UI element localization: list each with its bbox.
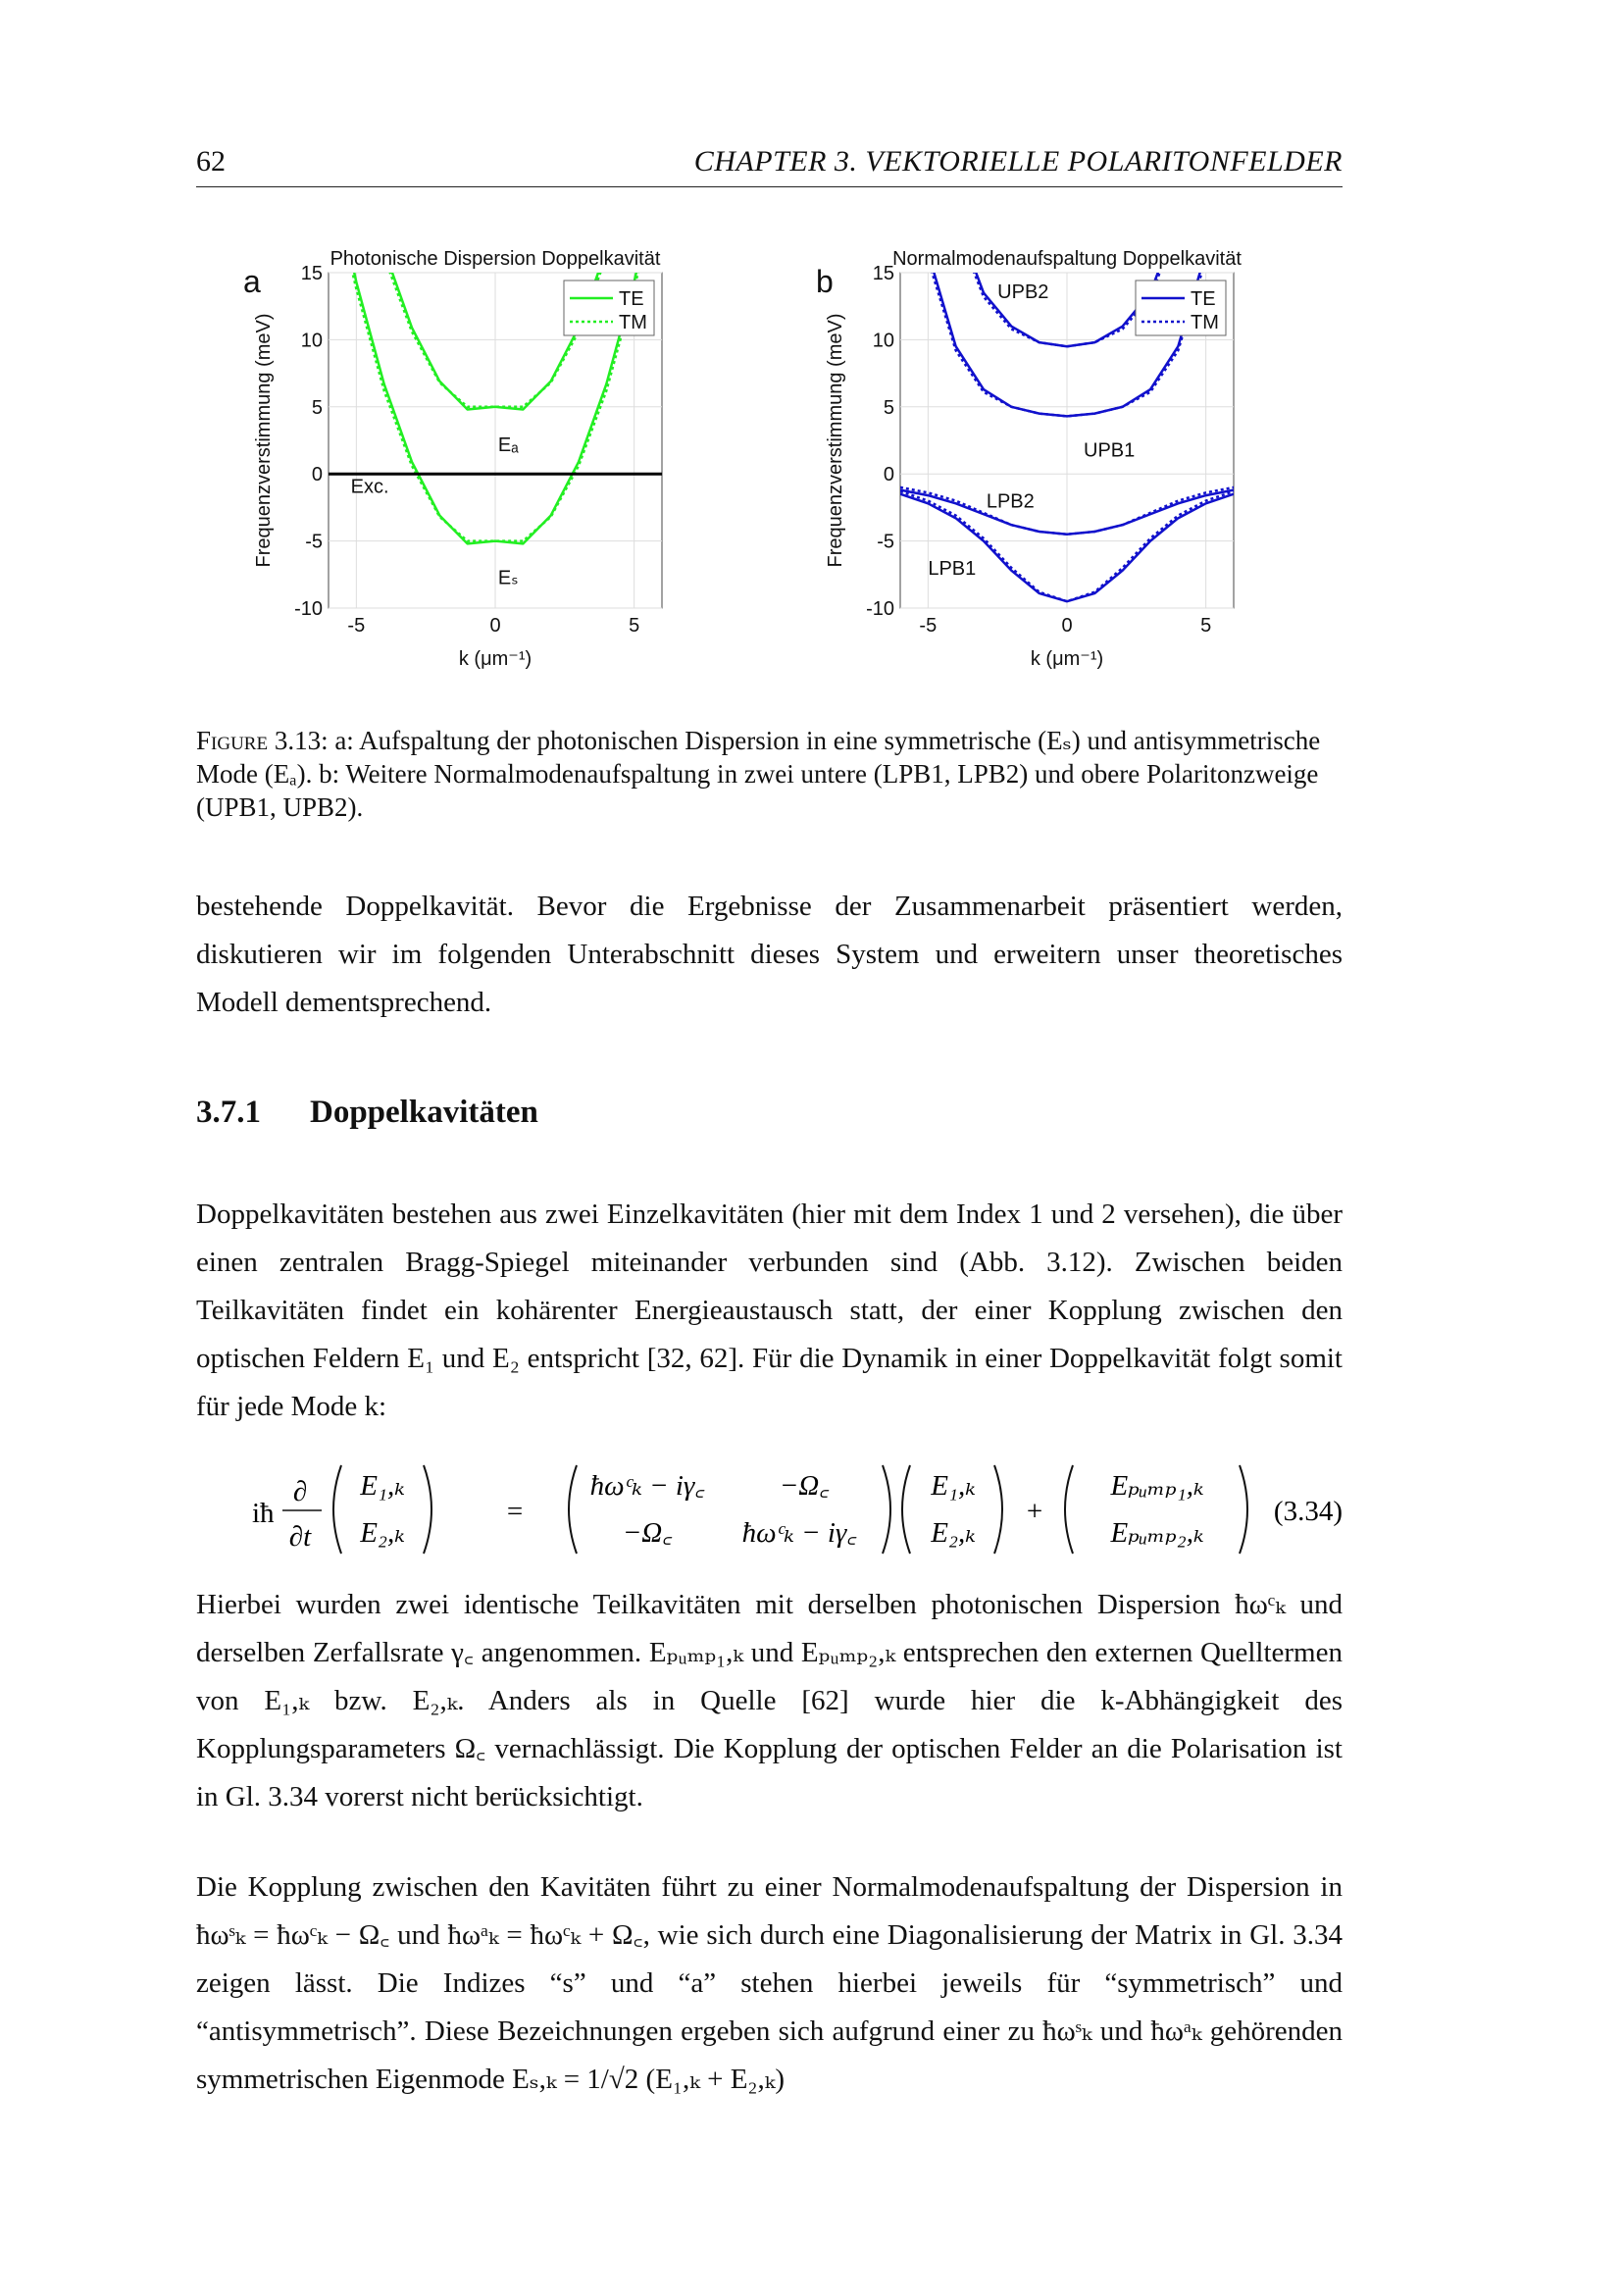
figure-3-13 — [196, 226, 1343, 696]
eq-paren — [1240, 1465, 1247, 1554]
section-number: 3.7.1 — [196, 1095, 261, 1130]
equation-svg — [196, 1455, 1343, 1573]
header-rule — [196, 186, 1343, 187]
eq-vec-E2k: E₂,ₖ — [931, 1517, 976, 1549]
annotation-upb1: UPB1 — [1084, 439, 1136, 462]
section-title: Doppelkavitäten — [310, 1095, 538, 1130]
annotation-lpb1: LPB1 — [928, 557, 977, 580]
x-tick-label: 0 — [489, 615, 501, 637]
running-header: CHAPTER 3. VEKTORIELLE POLARITONFELDER — [693, 145, 1343, 178]
eq-d-den: ∂t — [288, 1521, 312, 1553]
eq-paren — [333, 1465, 341, 1554]
y-tick-label: 5 — [311, 396, 323, 419]
equation-3-34 — [196, 1455, 1343, 1573]
chart-title: Normalmodenaufspaltung Doppelkavität — [892, 248, 1242, 270]
eq-plus: + — [1026, 1496, 1043, 1527]
eq-E2k: E₂,ₖ — [360, 1517, 405, 1549]
y-tick-label: -5 — [305, 531, 323, 553]
eq-paren — [994, 1465, 1002, 1554]
paragraph-4: Die Kopplung zwischen den Kavitäten führt zu einer Normalmodenaufspaltung der Dispersion in ħωˢₖ = ħωᶜₖ − Ω꜀ und ħωᵃₖ = ħωᶜₖ + Ω꜀, wie sich durch eine Diagonalisierung der Matrix in Gl. 3.34 zeigen lässt. Die Indizes “s” und “a” stehen hierbei jeweils für “symmetrisch” und “antisymmetrisch”. Diese Bezeichnungen ergeben sich aufgrund einer zu ħωˢₖ und ħωᵃₖ gehörenden symmetrischen Eigenmode Eₛ,ₖ = 1/√2 (E₁,ₖ + E₂,ₖ) — [196, 1871, 1343, 2095]
eq-equals: = — [506, 1496, 524, 1527]
y-tick-label: 10 — [300, 330, 323, 352]
y-tick-label: 0 — [883, 464, 894, 486]
x-tick-label: 5 — [1200, 615, 1212, 637]
x-tick-label: -5 — [919, 615, 938, 637]
legend-label-tm: TM — [619, 312, 647, 333]
annotation-lpb2: LPB2 — [986, 490, 1035, 513]
eq-P1: Eₚᵤₘₚ₁,ₖ — [1110, 1470, 1204, 1502]
x-tick-label: 5 — [629, 615, 640, 637]
x-axis-label: k (μm⁻¹) — [1030, 648, 1104, 670]
caption-label: Figure 3.13: — [196, 726, 329, 755]
y-tick-label: 5 — [883, 396, 894, 419]
y-axis-label: Frequenzverstimmung (meV) — [825, 313, 846, 568]
eq-paren — [1065, 1465, 1073, 1554]
page-number: 62 — [196, 145, 226, 178]
eq-prefix: iħ — [252, 1498, 275, 1529]
eq-E1k: E₁,ₖ — [360, 1470, 405, 1502]
chart-title: Photonische Dispersion Doppelkavität — [330, 248, 661, 270]
annotation-es: Eₛ — [497, 567, 519, 589]
x-tick-label: 0 — [1061, 615, 1073, 637]
figure-svg — [196, 226, 1343, 696]
eq-vec-E1k: E₁,ₖ — [931, 1470, 976, 1502]
eq-m12: −Ω꜀ — [779, 1470, 830, 1502]
eq-P2: Eₚᵤₘₚ₂,ₖ — [1110, 1517, 1204, 1549]
figure-caption — [196, 724, 1343, 824]
eq-m11: ħωᶜₖ − iγ꜀ — [589, 1470, 705, 1502]
y-tick-label: -5 — [877, 531, 894, 553]
eq-paren — [902, 1465, 910, 1554]
y-tick-label: 0 — [311, 464, 323, 486]
paragraph-3: Hierbei wurden zwei identische Teilkavitäten mit derselben photonischen Dispersion ħωᶜₖ und derselben Zerfallsrate γ꜀ angenommen. Eₚᵤₘₚ₁,ₖ und Eₚᵤₘₚ₂,ₖ entsprechen den externen Quelltermen von E₁,ₖ bzw. E₂,ₖ. Anders als in Quelle [62] wurde hier die k-Abhängigkeit des Kopplungsparameters Ω꜀ vernachlässigt. Die Kopplung der optischen Felder an die Polarisation ist in Gl. 3.34 vorerst nicht berücksichtigt. — [196, 1589, 1343, 1812]
panel-letter: a — [243, 264, 261, 299]
paragraph-2: Doppelkavitäten bestehen aus zwei Einzelkavitäten (hier mit dem Index 1 und 2 versehen), die über einen zentralen Bragg-Spiegel miteinander verbunden sind (Abb. 3.12). Zwischen beiden Teilkavitäten findet ein kohärenter Energieaustausch statt, der einer Kopplung zwischen den optischen Feldern E₁ und E₂ entspricht [32, 62]. Für die Dynamik in einer Doppelkavität folgt somit für jede Mode k: — [196, 1199, 1343, 1422]
annotation-upb2: UPB2 — [997, 281, 1049, 303]
x-axis-label: k (μm⁻¹) — [458, 648, 533, 670]
y-tick-label: 15 — [300, 263, 323, 284]
x-tick-label: -5 — [347, 615, 366, 637]
eq-d-num: ∂ — [292, 1476, 308, 1507]
eq-paren — [883, 1465, 890, 1554]
annotation-exc: Exc. — [350, 476, 389, 498]
section-heading — [196, 1095, 538, 1131]
panel-letter: b — [816, 264, 834, 299]
y-tick-label: -10 — [866, 598, 894, 620]
caption-text: a: Aufspaltung der photonischen Dispersion in eine symmetrische (Eₛ) und antisymmetrische Mode (Eₐ). b: Weitere Normalmodenaufspaltung in zwei untere (LPB1, LPB2) und obere Polaritonzweige (UPB1, UPB2). — [196, 726, 1321, 822]
legend-label-te: TE — [1191, 288, 1216, 310]
legend-label-te: TE — [619, 288, 644, 310]
y-tick-label: -10 — [294, 598, 323, 620]
eq-m22: ħωᶜₖ − iγ꜀ — [741, 1517, 857, 1549]
annotation-ea: Eₐ — [497, 434, 519, 456]
paragraph-1: bestehende Doppelkavität. Bevor die Ergebnisse der Zusammenarbeit präsentiert werden, diskutieren wir im folgenden Unterabschnitt dieses System und erweitern unser theoretisches Modell dementsprechend. — [196, 891, 1343, 1018]
legend-label-tm: TM — [1191, 312, 1219, 333]
y-tick-label: 15 — [872, 263, 894, 284]
y-tick-label: 10 — [872, 330, 894, 352]
eq-paren — [569, 1465, 577, 1554]
eq-number: (3.34) — [1273, 1496, 1343, 1527]
eq-paren — [424, 1465, 431, 1554]
y-axis-label: Frequenzverstimmung (meV) — [253, 313, 275, 568]
eq-m21: −Ω꜀ — [622, 1517, 673, 1549]
